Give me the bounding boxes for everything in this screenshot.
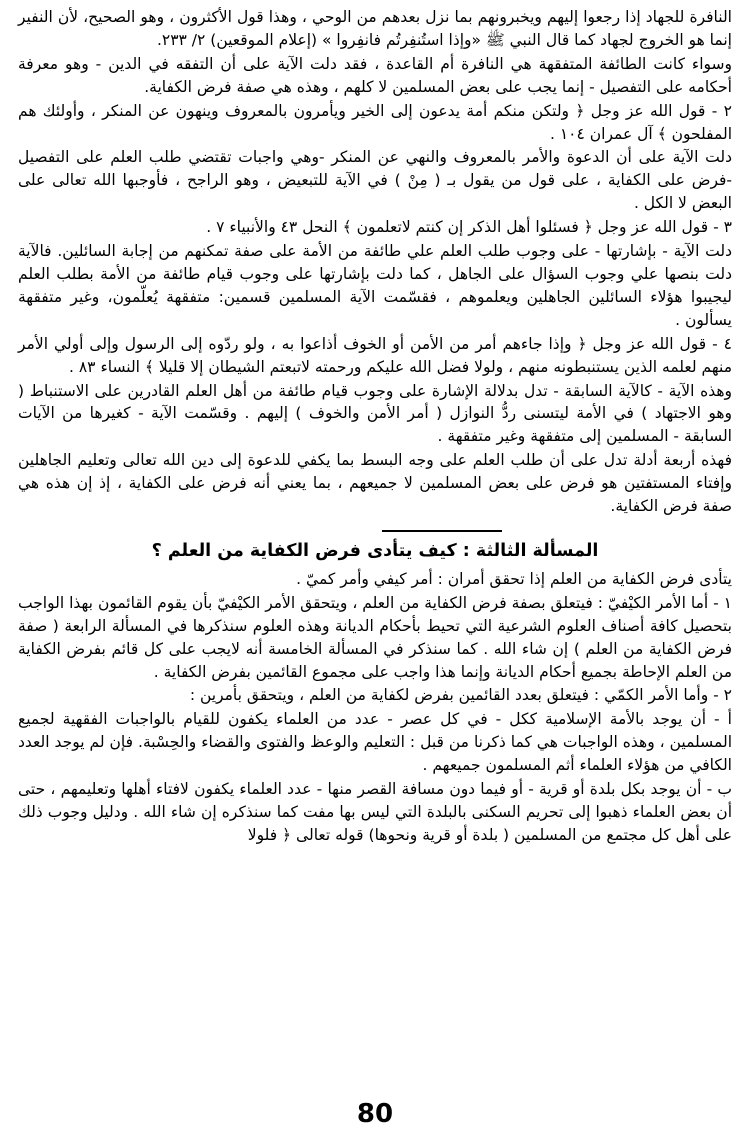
section-heading: المسألة الثالثة : كيف يتأدى فرض الكفاية من العلم ؟ xyxy=(151,540,599,561)
body-text-top xyxy=(18,6,732,518)
paragraph: ١ - أما الأمر الكيْفيّ : فيتعلق بصفة فرض الكفاية من العلم ، ويتحقق الأمر الكيْفيّ بأن يقوم القائمون بهذا الواجب بتحصيل كافة أصناف العلوم الشرعية التي تحيط بأحكام الديانة وهذه العلوم سنذكرها في المسألة الرابعة ( صفة فرض الكفاية من العلم ) إن شاء الله . كما سنذكر في المسألة الخامسة أنه لايجب على كل قائم بفرض الكفاية من العلم الإحاطة بجميع أحكام الديانة وإنما هذا واجب على مجموع القائمين بفرض الكفاية . xyxy=(18,593,732,681)
paragraph: يتأدى فرض الكفاية من العلم إذا تحقق أمران : أمر كيفي وأمر كميّ . xyxy=(296,569,732,588)
paragraph: ٤ - قول الله عز وجل ﴿ وإذا جاءهم أمر من الأمن أو الخوف أذاعوا به ، ولو ردّوه إلى الرسول وإلى أولي الأمر منهم لعلمه الذين يستنبطونه منهم ، ولولا فضل الله عليكم ورحمته لاتبعتم الشيطان إلا قليلا ﴾ النساء ٨٣ . xyxy=(18,334,732,376)
paragraph: ب - أن يوجد بكل بلدة أو قرية - أو فيما دون مسافة القصر منها - عدد العلماء يكفون لافتاء أهلها وتعليمهم ، حتى أن بعض العلماء ذهبوا إلى تحريم السكنى بالبلدة التي ليس بها مفت كما سنذكره إن شاء الله . ودليل وجوب ذلك على أهل كل مجتمع من المسلمين ( بلدة أو قرية ونحوها) قوله تعالى ﴿ فلولا xyxy=(18,780,732,844)
page-number: 80 xyxy=(356,1099,394,1129)
paragraph: النافرة للجهاد إذا رجعوا إليهم ويخبرونهم بما نزل بعدهم من الوحي ، وهذا قول الأكثرون ، وهو الصحيح، لأن النفير إنما هو الخروج لجهاد كما قال النبي ﷺ «وإذا استُنفِرتُم فانفِروا » (إعلام الموقعين) ٢/ ٢٣٣. xyxy=(18,8,732,49)
paragraph: وهذه الآية - كالآية السابقة - تدل بدلالة الإشارة على وجوب قيام طائفة من أهل العلم القادرين على الاستنباط ( وهو الاجتهاد ) في الأمة ليتسنى ردُّ النوازل ( أمر الأمن والخوف ) إليهم . وقسّمت الآية - كغيرها من الآيات السابقة - المسلمين إلى متفقهة وغير متفقهة . xyxy=(18,381,732,446)
paragraph: ٢ - قول الله عز وجل ﴿ ولتكن منكم أمة يدعون إلى الخير ويأمرون بالمعروف وينهون عن المنكر ، وأولئك هم المفلحون ﴾ آل عمران ١٠٤ . xyxy=(18,101,732,143)
paragraph: أ - أن يوجد بالأمة الإسلامية ككل - في كل عصر - عدد من العلماء يكفون للقيام بالواجبات الفقهية لجميع المسلمين ، وهذه الواجبات هي كما ذكرنا من قبل : التعليم والوعظ والفتوى والقضاء والحِسْبة. فإن لم يوجد العدد الكافي من هؤلاء العلماء أثم المسلمون جميعهم . xyxy=(18,710,732,775)
paragraph: وسواء كانت الطائفة المتفقهة هي النافرة أم القاعدة ، فقد دلت الآية على أن التفقه في الدين - وهو معرفة أحكامه على التفصيل - إنما يجب على بعض المسلمين لا كلهم ، وهذه هي صفة فرض الكفاية. xyxy=(18,54,732,96)
paragraph: دلت الآية - بإشارتها - على وجوب طلب العلم علي طائفة من الأمة على صفة تمكنهم من إجابة السائلين. فالآية دلت بنصها علي وجوب السؤال على الجاهل ، كما دلت بإشارتها على وجوب قيام طائفة من الأمة بطلب العلم ليجيبوا هؤلاء السائلين الجاهلين ويعلموهم ، فقسّمت الآية المسلمين قسمين: متفقهة يُعلّمون، وغير متفقهة يسألون . xyxy=(18,242,732,329)
paragraph: دلت الآية على أن الدعوة والأمر بالمعروف والنهي عن المنكر -وهي واجبات تقتضي طلب العلم على التفصيل -فرض على الكفاية ، على قول من يقول بـ ( مِنْ ) في الآية للتبعيض ، وهو الراجح ، فأوجبها الله تعالى على البعض لا الكل . xyxy=(18,148,732,213)
body-text-bottom xyxy=(18,568,732,847)
paragraph: ٣ - قول الله عز وجل ﴿ فسئلوا أهل الذكر إن كنتم لاتعلمون ﴾ النحل ٤٣ والأنبياء ٧ . xyxy=(206,218,732,237)
paragraph: فهذه أربعة أدلة تدل على أن طلب العلم على وجه البسط بما يكفي للدعوة إلى دين الله تعالى وتعليم الجاهلين وإفتاء المستفتين هو فرض على بعض المسلمين لا جميعهم ، بما يعني أنه فرض على الكفاية ، إذ إن هذه هي صفة فرض الكفاية. xyxy=(18,451,732,516)
section-divider xyxy=(382,530,502,532)
paragraph: ٢ - وأما الأمر الكمّي : فيتعلق بعدد القائمين بفرض لكفاية من العلم ، ويتحقق بأمرين : xyxy=(189,686,732,705)
